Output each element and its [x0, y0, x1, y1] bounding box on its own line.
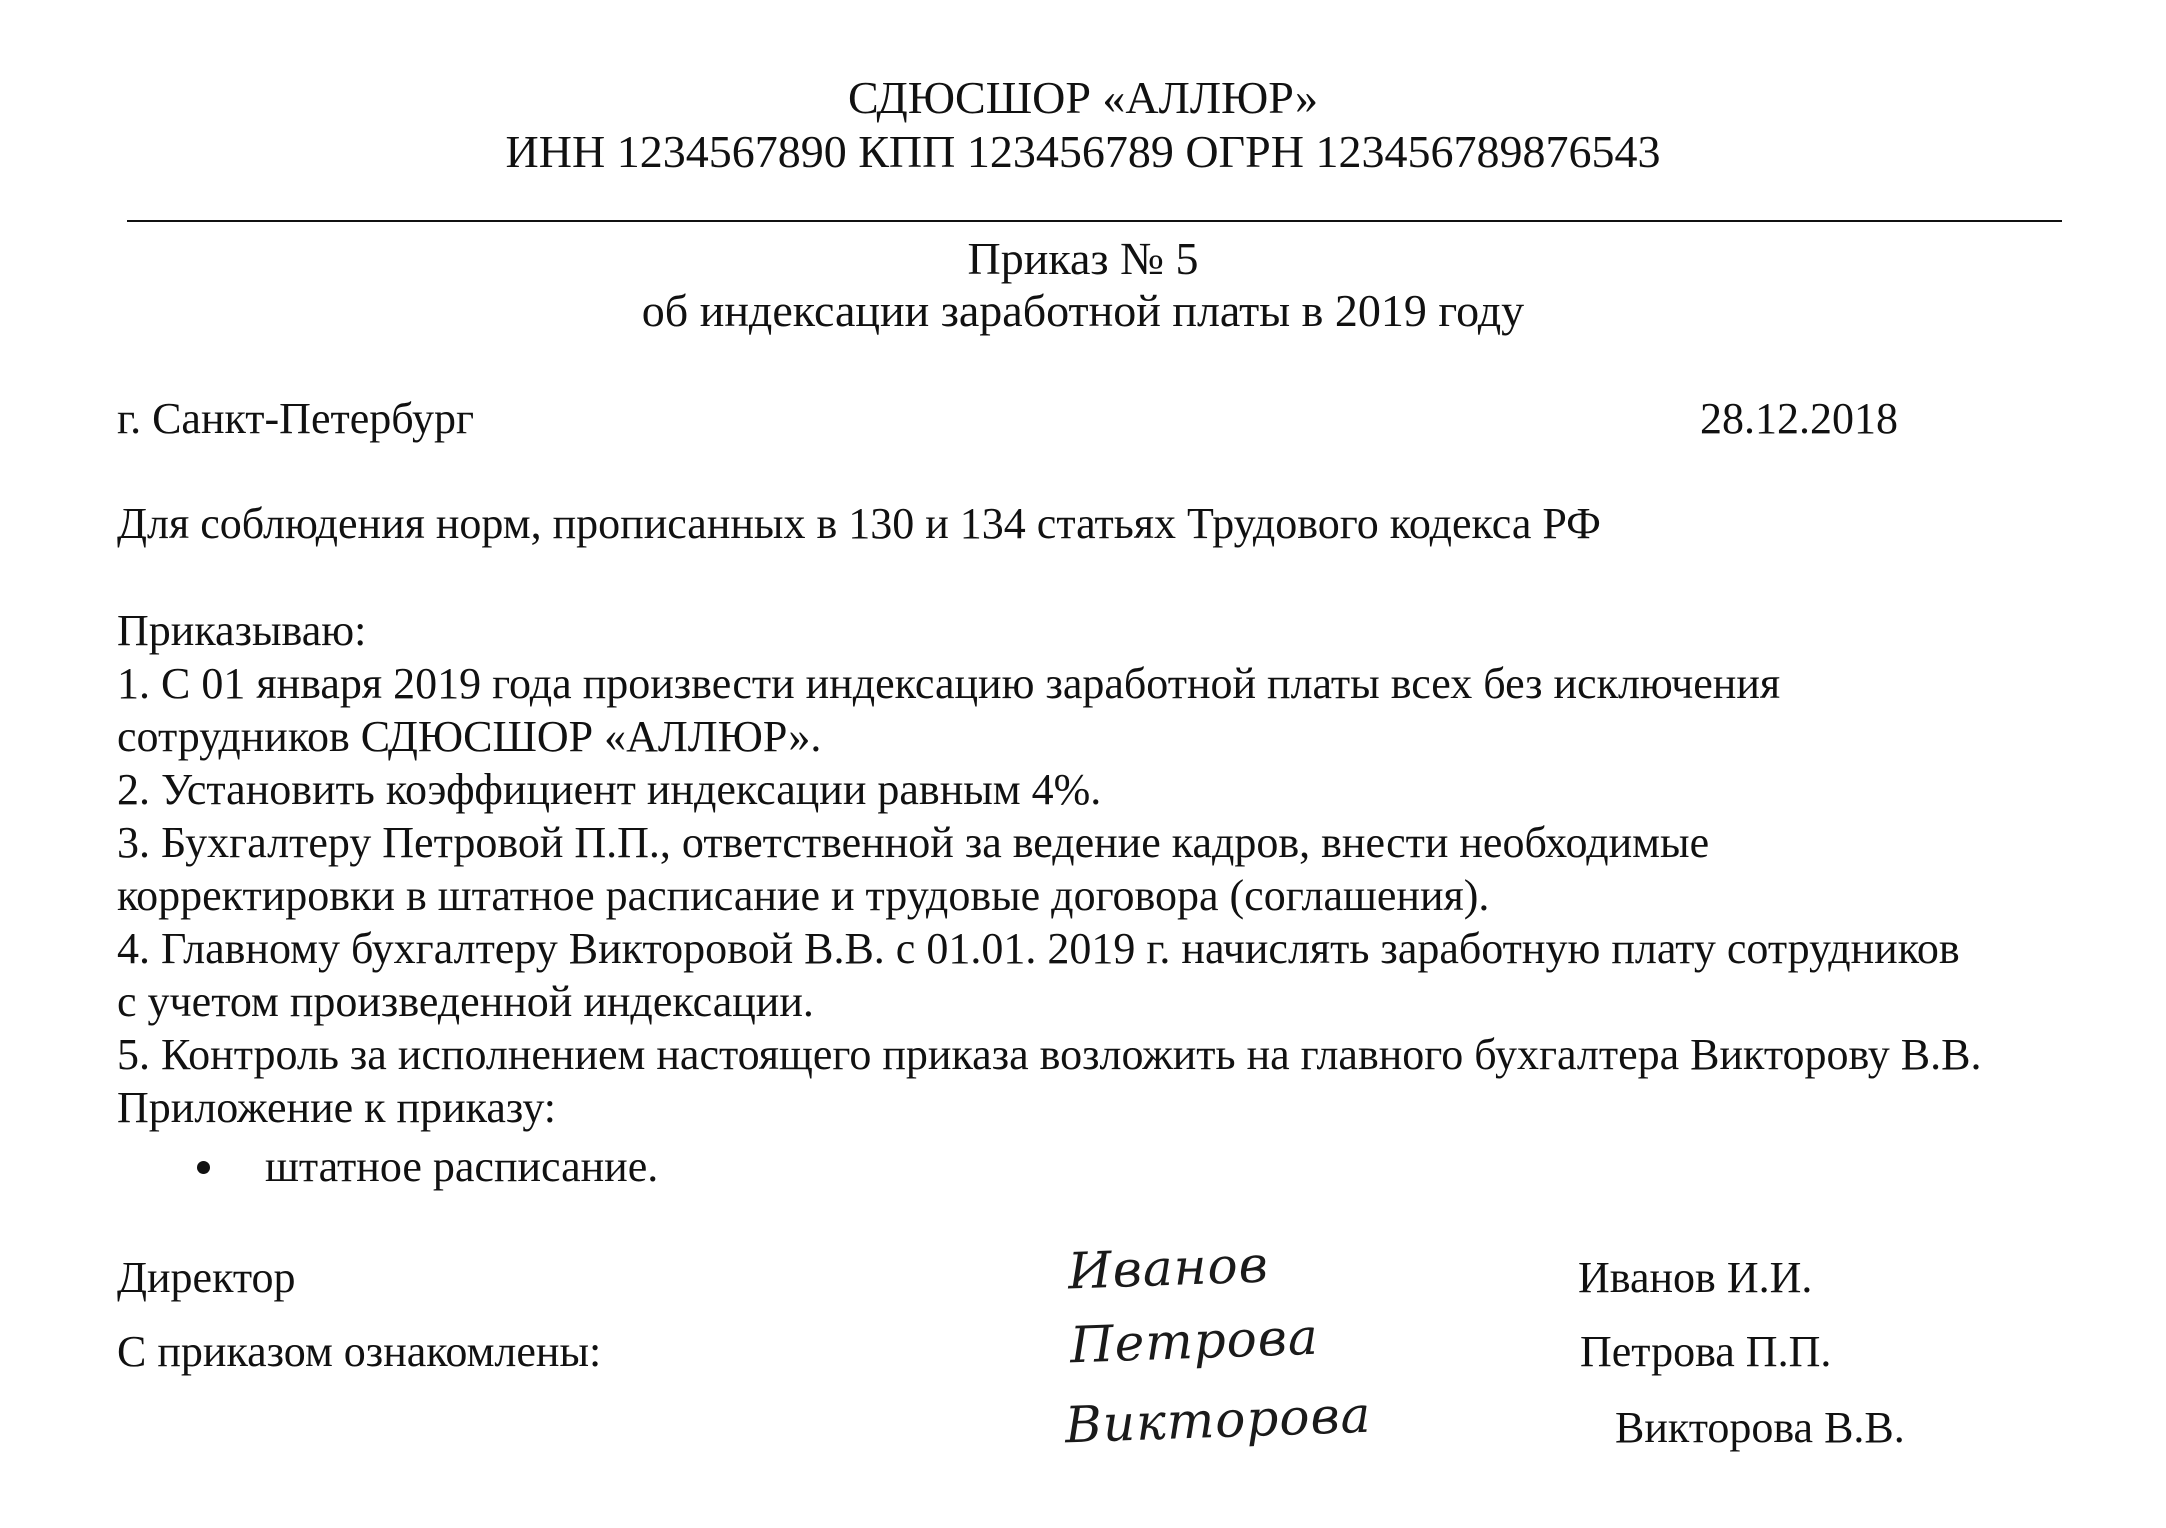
order-item-4-line-2: с учетом произведенной индексации. — [117, 977, 814, 1026]
order-number: Приказ № 5 — [967, 233, 1199, 284]
order-item-3-line-2: корректировки в штатное расписание и трудовые договора (соглашения). — [117, 871, 1490, 920]
order-item-3-line-1: 3. Бухгалтеру Петровой П.П., ответственной за ведение кадров, внести необходимые — [117, 818, 1710, 867]
director-signature: Иванов — [1067, 1235, 1270, 1301]
director-label: Директор — [117, 1253, 296, 1302]
organization-requisites: ИНН 1234567890 КПП 123456789 ОГРН 123456789876543 — [505, 126, 1661, 177]
order-subject: об индексации заработной платы в 2019 году — [641, 285, 1525, 336]
order-item-1-line-2: сотрудников СДЮСШОР «АЛЛЮР». — [117, 712, 822, 761]
petrova-name: Петрова П.П. — [1580, 1327, 1832, 1376]
order-word: Приказываю: — [117, 606, 367, 655]
order-date: 28.12.2018 — [1700, 394, 1898, 443]
petrova-signature: Петрова — [1069, 1307, 1320, 1375]
viktorova-name: Викторова В.В. — [1615, 1403, 1905, 1452]
attachment-label: Приложение к приказу: — [117, 1083, 556, 1132]
organization-name: СДЮСШОР «АЛЛЮР» — [847, 72, 1319, 123]
order-item-2: 2. Установить коэффициент индексации равным 4%. — [117, 765, 1102, 814]
order-item-4-line-1: 4. Главному бухгалтеру Викторовой В.В. с 01.01. 2019 г. начислять заработную плату сотрудников — [117, 924, 1960, 973]
acquainted-label: С приказом ознакомлены: — [117, 1327, 602, 1376]
order-item-5: 5. Контроль за исполнением настоящего приказа возложить на главного бухгалтера Викторову В.В. — [117, 1030, 1982, 1079]
viktorova-signature: Викторова — [1064, 1385, 1373, 1455]
city: г. Санкт-Петербург — [117, 394, 475, 443]
order-item-1-line-1: 1. С 01 января 2019 года произвести индексацию заработной платы всех без исключения — [117, 659, 1781, 708]
attachment-item: штатное расписание. — [265, 1142, 659, 1191]
header-divider — [127, 220, 2062, 222]
director-name: Иванов И.И. — [1578, 1253, 1813, 1302]
order-basis: Для соблюдения норм, прописанных в 130 и 134 статьях Трудового кодекса РФ — [117, 499, 1601, 548]
bullet-icon — [197, 1161, 210, 1174]
